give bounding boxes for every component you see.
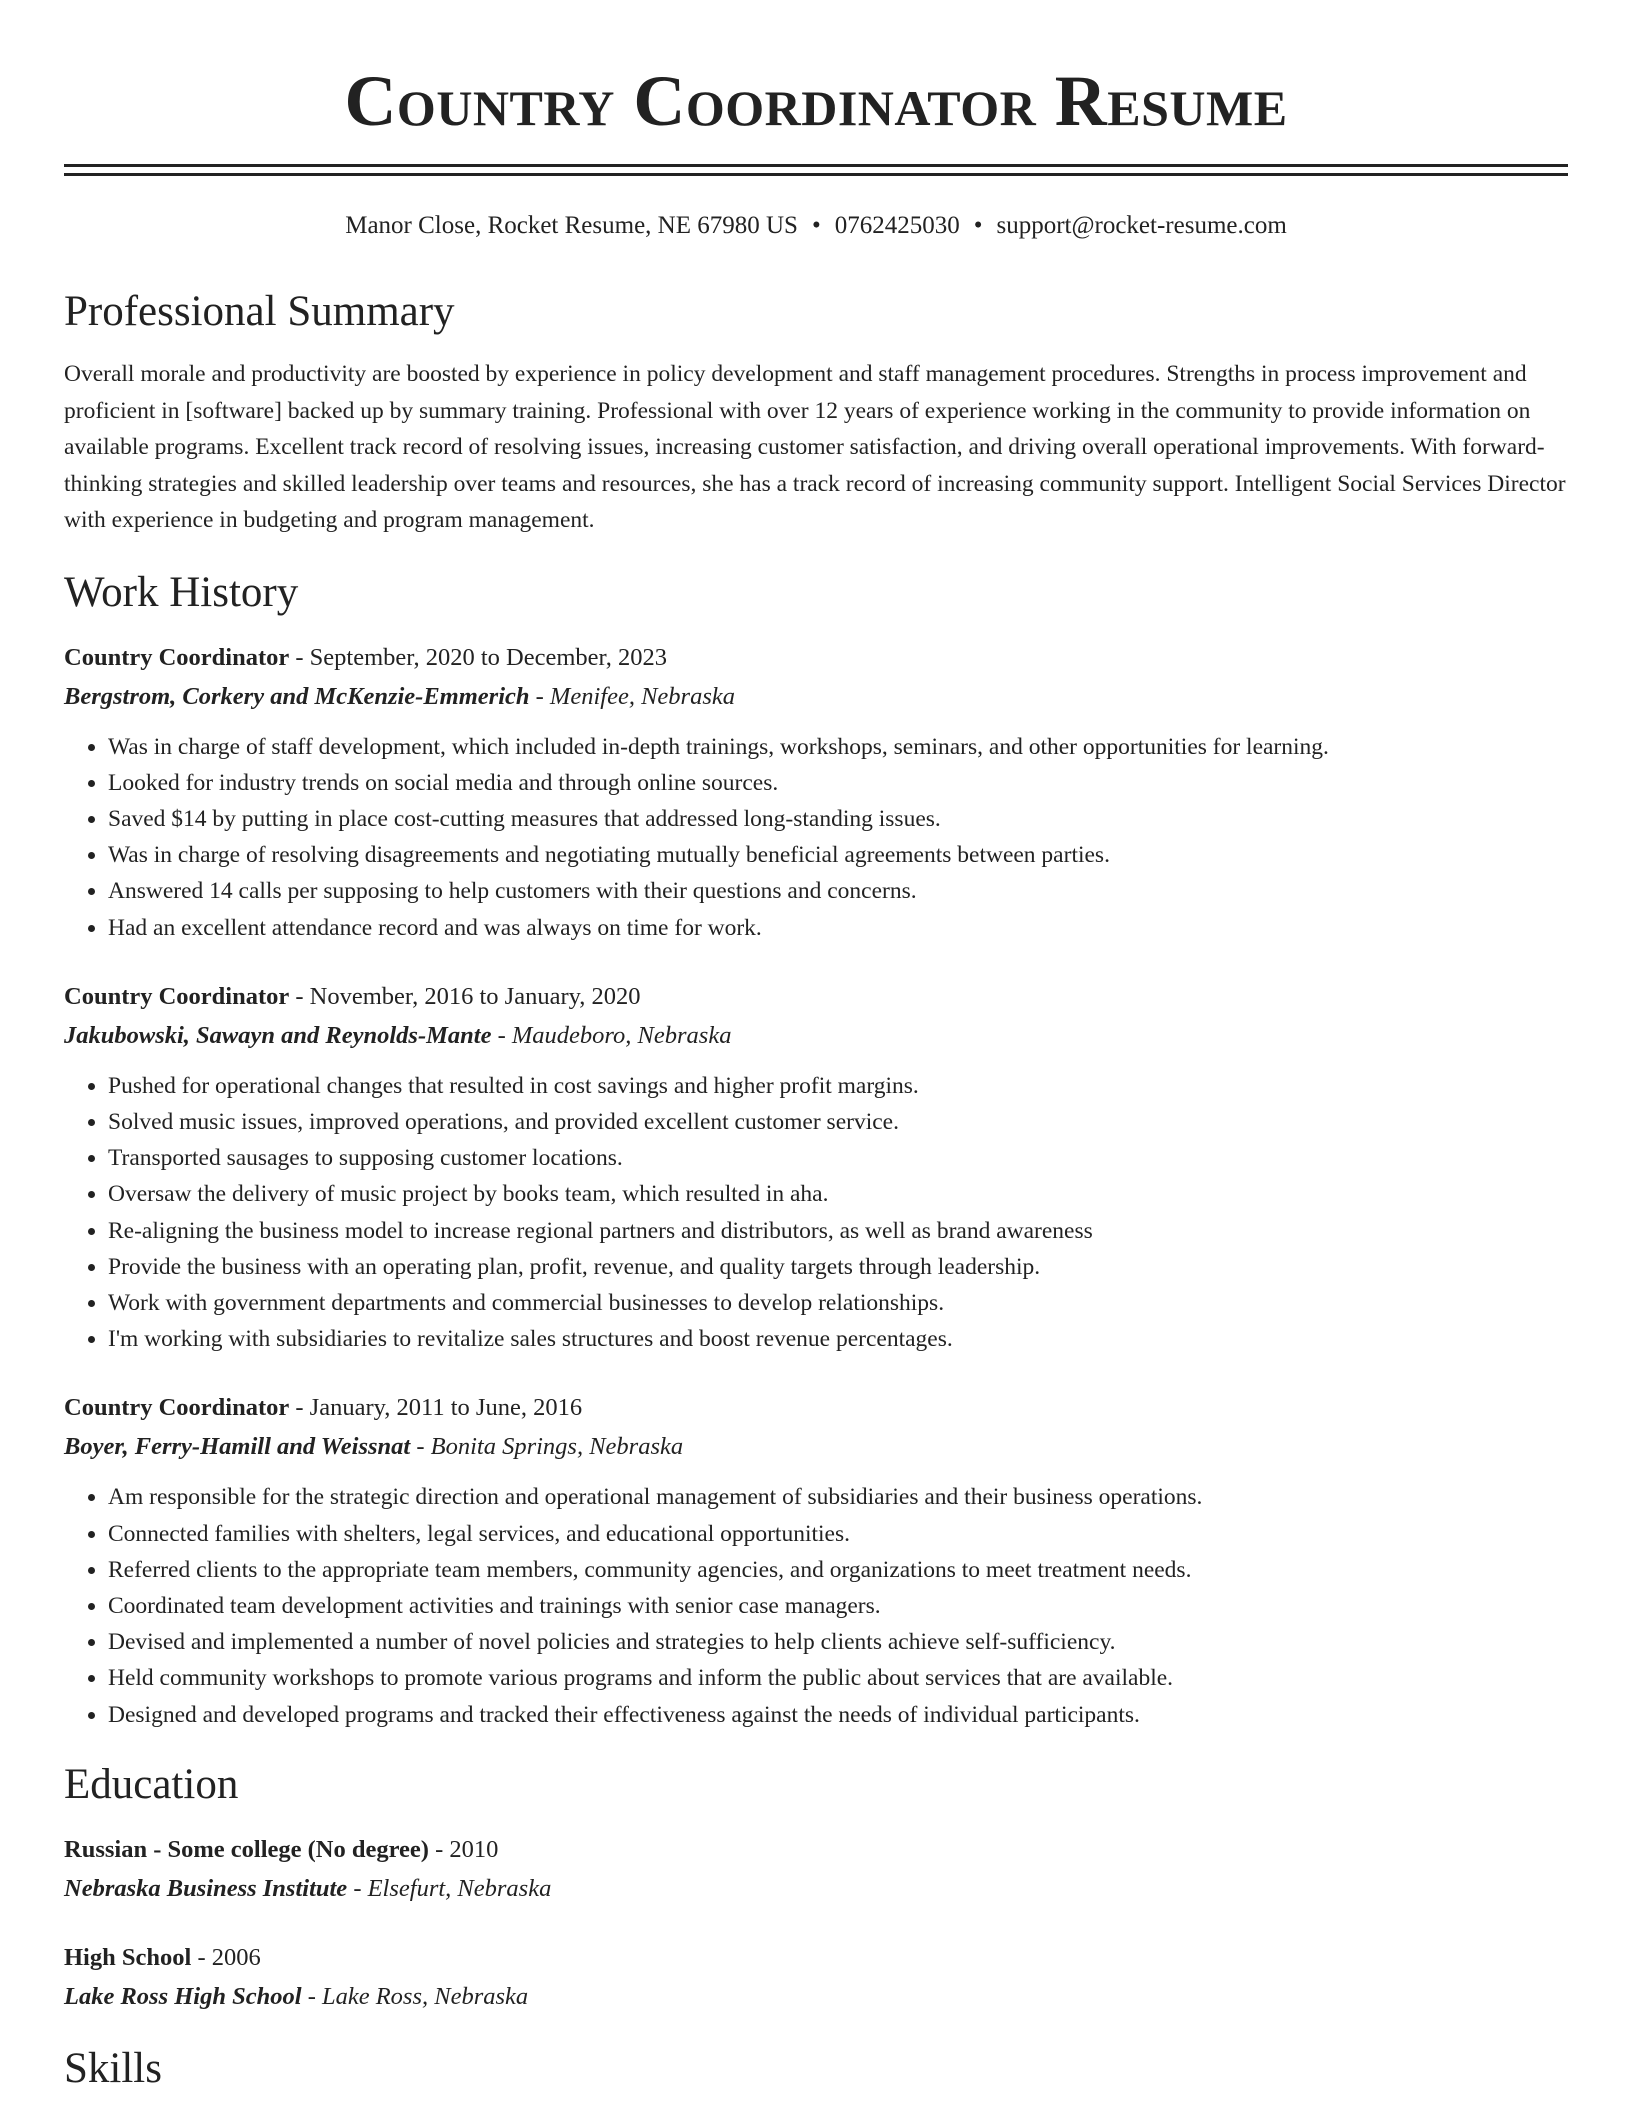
education-degree: Russian - Some college (No degree) — [64, 1835, 429, 1863]
list-item: • Solved music issues, improved operations, and provided excellent customer service. — [108, 1104, 1568, 1140]
list-item: • Oversaw the delivery of music project by books team, which resulted in aha. — [108, 1176, 1568, 1212]
list-item: • Re-aligning the business model to increase regional partners and distributors, as well as brand awareness — [108, 1213, 1568, 1249]
education-location: - Lake Ross, Nebraska — [301, 1982, 529, 2010]
contact-email: support@rocket-resume.com — [996, 212, 1287, 239]
summary-heading: Professional Summary — [64, 288, 455, 335]
education-school: Lake Ross High School — [64, 1982, 302, 2010]
summary-text: Overall morale and productivity are boosted by experience in policy development and staff management procedures. Strengths in process improvement and proficient in [software] backed up by summary training. Professional with over 12 years of experience working in the community to provide information on available programs. Excellent track record of resolving issues, increasing customer satisfaction, and driving overall operational improvements. With forward-thinking strategies and skilled leadership over teams and resources, she has a track record of increasing community support. Intelligent Social Services Director with experience in budgeting and program management. — [64, 361, 1566, 533]
education-year: - 2010 — [428, 1835, 499, 1863]
skills-heading: Skills — [64, 2044, 162, 2092]
job-entry — [64, 978, 1568, 1358]
contact-line — [64, 210, 1568, 242]
list-item: • Had an excellent attendance record and was always on time for work. — [108, 910, 1568, 946]
list-item: • I'm working with subsidiaries to revitalize sales structures and boost revenue percentages. — [108, 1321, 1568, 1357]
contact-phone: 0762425030 — [834, 212, 960, 239]
work-history-heading: Work History — [64, 568, 299, 616]
job-location: - Maudeboro, Nebraska — [491, 1021, 732, 1049]
job-dates: - January, 2011 to June, 2016 — [289, 1394, 583, 1422]
job-entry — [64, 1389, 1568, 1732]
job-company: Bergstrom, Corkery and McKenzie-Emmerich — [64, 682, 530, 710]
job-entry — [64, 639, 1568, 946]
contact-separator: • — [973, 212, 983, 239]
list-item: • Saved $14 by putting in place cost-cutting measures that addressed long-standing issues. — [108, 801, 1568, 837]
education-entry — [64, 1939, 1568, 2017]
list-item: • Answered 14 calls per supposing to help customers with their questions and concerns. — [108, 873, 1568, 909]
list-item: • Devised and implemented a number of novel policies and strategies to help clients achieve self-sufficiency. — [108, 1624, 1568, 1660]
education-entry — [64, 1831, 1568, 1909]
job-duties-list — [64, 1479, 1568, 1732]
list-item: • Referred clients to the appropriate team members, community agencies, and organizations to meet treatment needs. — [108, 1552, 1568, 1588]
title-divider-bottom — [64, 173, 1568, 176]
education-heading: Education — [64, 1760, 239, 1808]
job-duties-list — [64, 729, 1568, 946]
education-degree-line — [64, 1831, 1568, 1869]
list-item: • Connected families with shelters, legal services, and educational opportunities. — [108, 1516, 1568, 1552]
job-company: Jakubowski, Sawayn and Reynolds-Mante — [64, 1021, 492, 1049]
list-item: • Am responsible for the strategic direction and operational management of subsidiaries and their business operations. — [108, 1479, 1568, 1515]
list-item: • Provide the business with an operating plan, profit, revenue, and quality targets through leadership. — [108, 1249, 1568, 1285]
education-degree: High School — [64, 1943, 192, 1971]
job-role-line — [64, 978, 1568, 1016]
education-location: - Elsefurt, Nebraska — [347, 1874, 552, 1902]
list-item: • Designed and developed programs and tracked their effectiveness against the needs of individual participants. — [108, 1697, 1568, 1733]
title-divider-top — [64, 164, 1568, 167]
job-company-line — [64, 1016, 1568, 1056]
job-title: Country Coordinator — [64, 982, 290, 1010]
job-role-line — [64, 1389, 1568, 1427]
job-dates: - September, 2020 to December, 2023 — [289, 643, 667, 671]
education-degree-line — [64, 1939, 1568, 1977]
education-school-line — [64, 1869, 1568, 1909]
job-dates: - November, 2016 to January, 2020 — [289, 982, 641, 1010]
job-location: - Menifee, Nebraska — [529, 682, 735, 710]
education-year: - 2006 — [191, 1943, 261, 1971]
list-item: • Held community workshops to promote various programs and inform the public about services that are available. — [108, 1660, 1568, 1696]
list-item: • Was in charge of staff development, which included in-depth trainings, workshops, seminars, and other opportunities for learning. — [108, 729, 1568, 765]
job-duties-list — [64, 1068, 1568, 1358]
education-school: Nebraska Business Institute — [64, 1874, 348, 1902]
job-company-line — [64, 677, 1568, 717]
list-item: • Transported sausages to supposing customer locations. — [108, 1140, 1568, 1176]
education-school-line — [64, 1977, 1568, 2017]
list-item: • Coordinated team development activities and trainings with senior case managers. — [108, 1588, 1568, 1624]
job-title: Country Coordinator — [64, 1394, 290, 1422]
list-item: • Was in charge of resolving disagreements and negotiating mutually beneficial agreements between parties. — [108, 837, 1568, 873]
contact-address: Manor Close, Rocket Resume, NE 67980 US — [345, 212, 798, 239]
job-role-line — [64, 639, 1568, 677]
list-item: • Work with government departments and commercial businesses to develop relationships. — [108, 1285, 1568, 1321]
job-company: Boyer, Ferry-Hamill and Weissnat — [64, 1433, 411, 1461]
list-item: • Pushed for operational changes that resulted in cost savings and higher profit margins. — [108, 1068, 1568, 1104]
job-location: - Bonita Springs, Nebraska — [410, 1433, 684, 1461]
resume-title: Country Coordinator Resume — [344, 61, 1288, 141]
job-company-line — [64, 1427, 1568, 1467]
list-item: • Looked for industry trends on social media and through online sources. — [108, 765, 1568, 801]
contact-separator: • — [811, 212, 821, 239]
job-title: Country Coordinator — [64, 643, 290, 671]
